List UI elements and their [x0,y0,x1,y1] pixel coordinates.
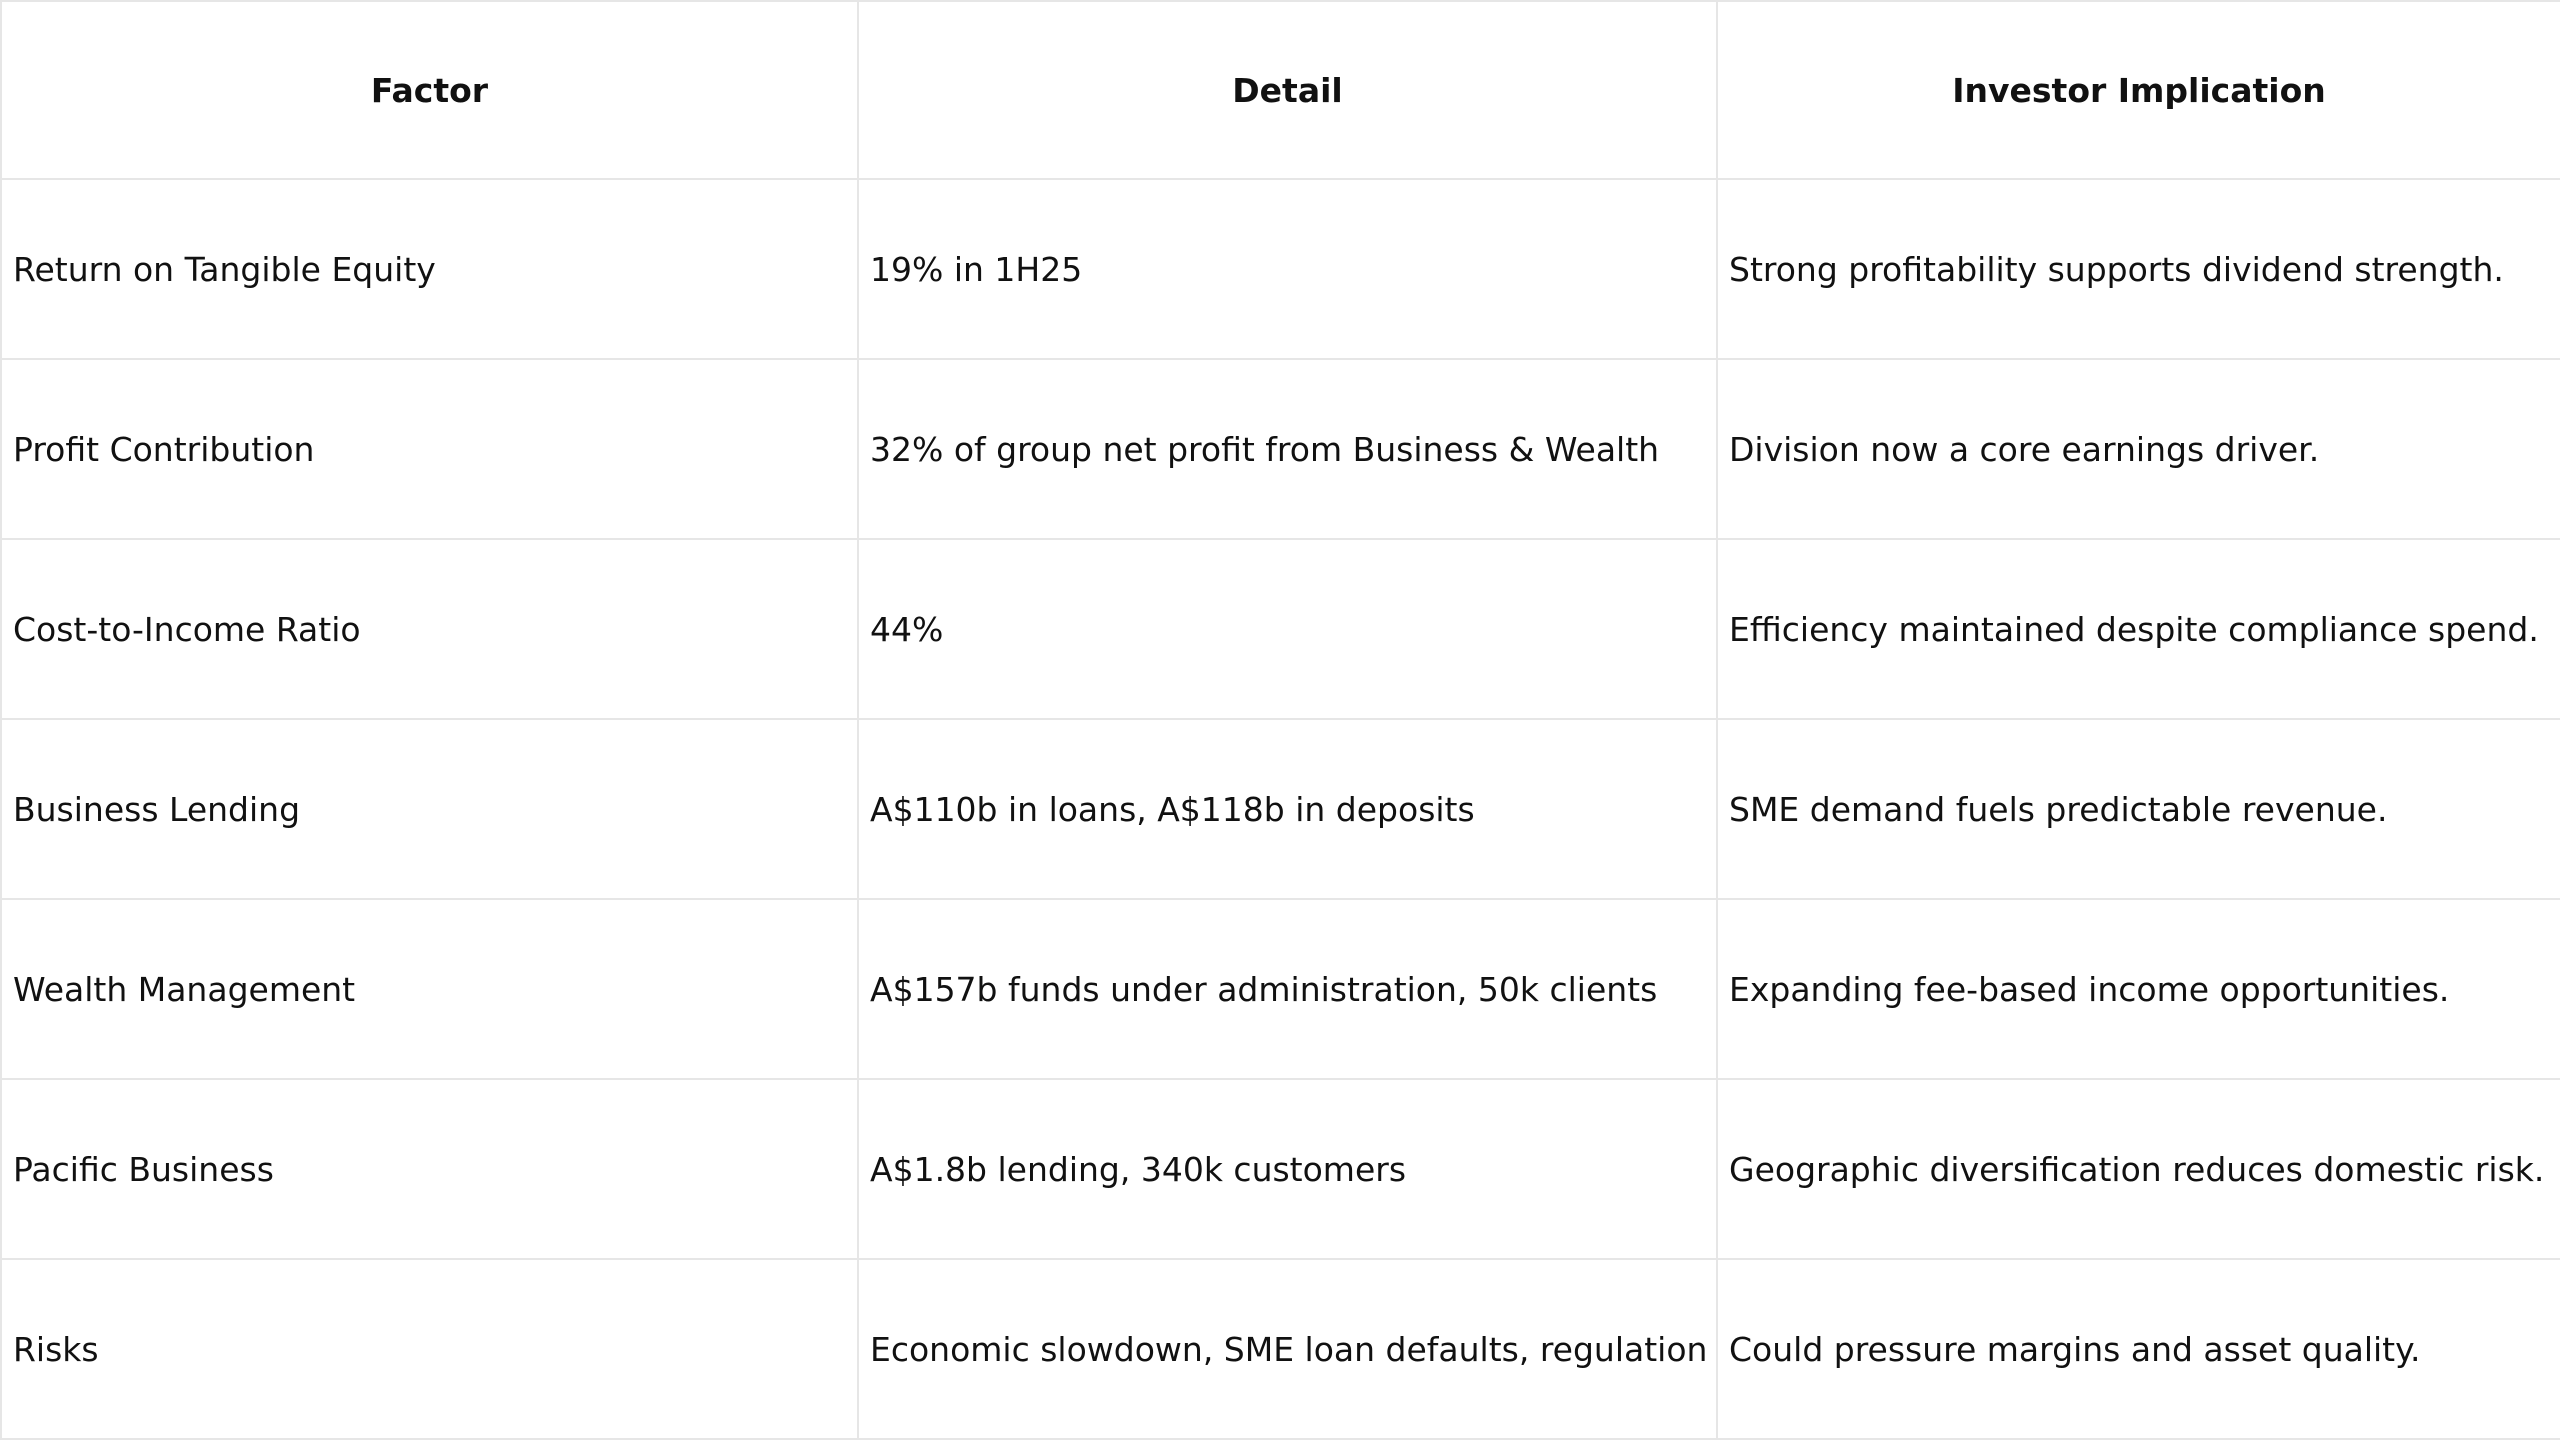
table-cell-detail [859,540,1718,720]
table-cell-factor [0,360,859,540]
table-cell-detail [859,900,1718,1080]
table-cell-implication [1718,900,2560,1080]
cell-text: Cost-to-Income Ratio [13,609,361,649]
table-cell-detail [859,1080,1718,1260]
cell-text: Expanding fee-based income opportunities. [1729,969,2450,1009]
table-cell-implication [1718,720,2560,900]
cell-text: Division now a core earnings driver. [1729,429,2320,469]
cell-text: Wealth Management [13,969,356,1009]
cell-text: Geographic diversification reduces domestic risk. [1729,1149,2545,1189]
cell-text: Risks [13,1329,99,1369]
header-label: Factor [370,70,489,110]
cell-text: Pacific Business [13,1149,274,1189]
cell-text: A$157b funds under administration, 50k clients [870,969,1658,1009]
cell-text: Economic slowdown, SME loan defaults, regulation [870,1329,1708,1369]
table-cell-implication [1718,180,2560,360]
table-cell-factor [0,180,859,360]
table-cell-factor [0,900,859,1080]
cell-text: 19% in 1H25 [870,249,1083,289]
table-cell-factor [0,540,859,720]
table-cell-factor [0,720,859,900]
cell-text: Strong profitability supports dividend strength. [1729,249,2504,289]
header-label: Detail [1232,70,1343,110]
table-cell-detail [859,720,1718,900]
cell-text: A$1.8b lending, 340k customers [870,1149,1407,1189]
cell-text: 44% [870,609,944,649]
cell-text: SME demand fuels predictable revenue. [1729,789,2388,829]
cell-text: A$110b in loans, A$118b in deposits [870,789,1475,829]
cell-text: Efficiency maintained despite compliance spend. [1729,609,2539,649]
table-cell-factor [0,1080,859,1260]
table-cell-factor [0,1260,859,1440]
table-cell-implication [1718,540,2560,720]
cell-text: Profit Contribution [13,429,315,469]
cell-text: Return on Tangible Equity [13,249,436,289]
cell-text: 32% of group net profit from Business & Wealth [870,429,1660,469]
table-cell-detail [859,1260,1718,1440]
header-factor [0,0,859,180]
table-cell-detail [859,180,1718,360]
table-cell-implication [1718,1260,2560,1440]
cell-text: Business Lending [13,789,301,829]
table-cell-detail [859,360,1718,540]
header-label: Investor Implication [1952,70,2326,110]
table-cell-implication [1718,1080,2560,1260]
header-detail [859,0,1718,180]
header-investor-implication [1718,0,2560,180]
table-cell-implication [1718,360,2560,540]
cell-text: Could pressure margins and asset quality. [1729,1329,2421,1369]
